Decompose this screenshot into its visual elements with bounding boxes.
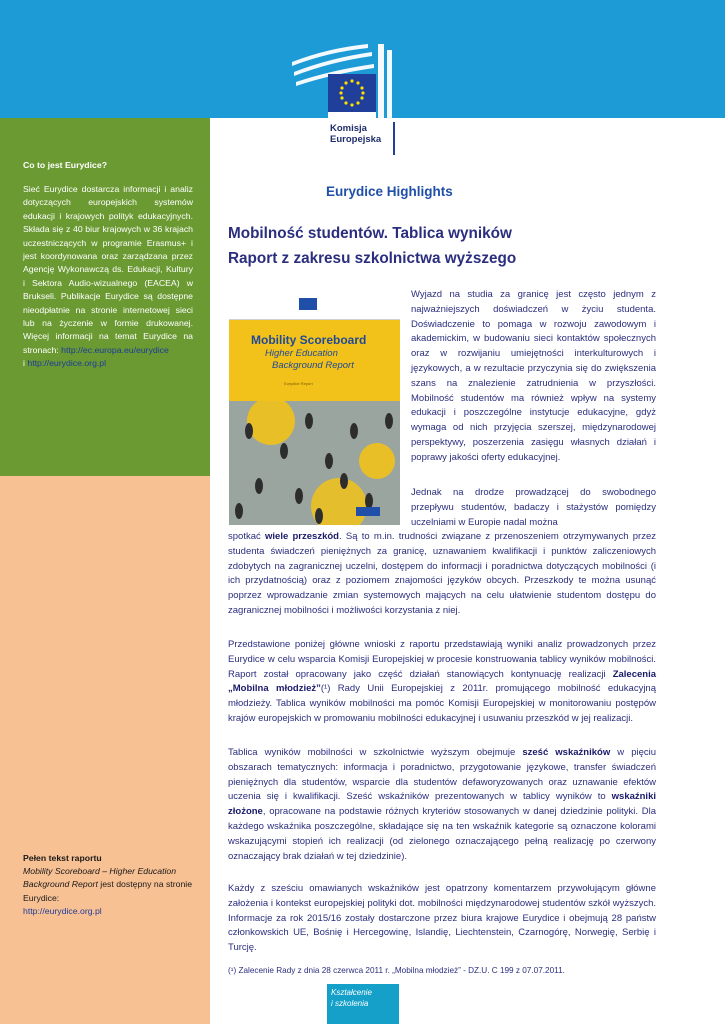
obstacles-paragraph-start: Jednak na drodze prowadzącej do swobodnego przepływu studentów, badaczy i stażystów pomiędzy uczelniami w Europie nadal można — [411, 487, 656, 528]
footnote: (¹) Zalecenie Rady z dnia 28 czerwca 2011 r. „Mobilna młodzież” - DZ.U. C 199 z 07.07.2011. — [228, 966, 565, 975]
logo-line1: Komisja — [330, 123, 367, 134]
p4-post: , opracowane na podstawie różnych kryteriów stosowanych w danej dziedzinie polityki. Dla każdego wskaźnika poszczególne, składające się na ten wskaźnik kategorie są oznaczone kolorami wskazującymi stopień ich realizacji (od zielonego oznaczającego pełną realizację po czerwony oznaczający brak działań w tej dziedzinie). — [228, 806, 656, 862]
cover-subtitle-1: Higher Education — [265, 348, 338, 359]
link-eurydice-pl[interactable]: http://eurydice.org.pl — [27, 358, 107, 369]
report-cover-image — [229, 287, 400, 525]
p2b-post: . Są to m.in. trudności związane z przenoszeniem otrzymywanych przez studenta świadczeń pieniężnych za granicę, uznawaniem kwalifikacji i punktów zaliczeniowych zdobytych na zagranicznej uczelni, dostępem do informacji i poradnictwa dotyczących mobilności (i ich przydatnością) oraz z poziomem znajomości języków obcych. Przeszkody te można usunąć poprzez wprowadzanie zmian systemowych mających na celu ułatwienie studentom dostępu do zagranicznej mobilności i możliwości korzystania z niej. — [228, 531, 657, 616]
p4-bold-2: wskaźniki złożone — [228, 791, 656, 818]
intro-paragraph: Wyjazd na studia za granicę jest często jednym z najważniejszych doświadczeń w życiu studenta. Doświadczenie to pomaga w rozwoju zawodowym i akademickim, w budowaniu sieci kontaktów społecznych oraz w rozwijaniu umiejętności interkulturowych i językowych, a w rezultacie przyczynia się do zwiększenia szans na znalezienie zatrudnienia w przyszłości. Mobilność studentów ma również wpływ na systemy edukacji i poszczególne instytucje edukacyjne, gdyż wymaga od nich przyjęcia szerszej, międzynarodowej perspektywy, poszerzenia zasięgu własnych działań i poprawy jakości oferty edukacyjnej. — [411, 289, 656, 463]
series-kicker: Eurydice Highlights — [326, 184, 453, 199]
coverage-paragraph: Każdy z sześciu omawianych wskaźników jest opatrzony komentarzem przywołującym główne założenia i kontekst europejskiej polityki dot. mobilności międzynarodowej studentów szkół wyższych. Informacje za rok 2015/16 zostały dostarczone przez biura krajowe Eurydice i obejmują 28 państw członkowskich UE, Bośnię i Hercegowinę, Islandię, Liechtenstein, Czarnogórę, Norwegię, Serbię i Turcję. — [228, 883, 656, 954]
p4-bold-1: sześć wskaźników — [522, 747, 611, 758]
p3-footnote-ref: (¹) — [320, 683, 331, 695]
full-report-availability: jest dostępny na stronie Eurydice: — [23, 879, 193, 903]
cover-series: Eurydice Report — [284, 381, 313, 386]
education-training-tag — [327, 984, 399, 1024]
edu-line-1: Kształcenie — [331, 988, 372, 997]
p2b-bold: wiele przeszkód — [265, 531, 339, 542]
cover-subtitle-2: Background Report — [272, 360, 354, 371]
page-title — [228, 221, 668, 271]
link-ec-eurydice[interactable]: http://ec.europa.eu/eurydice — [61, 344, 169, 355]
p3-bold: Zalecenia „Mobilna młodzież” — [228, 668, 657, 695]
cover-title: Mobility Scoreboard — [251, 333, 367, 347]
p3-pre: Przedstawione poniżej główne wnioski z raportu przedstawiają wyniki analiz prowadzonych przez Eurydice w celu wsparcia Komisji Europejskiej w procesie konstruowania tablicy wyników mobilności. Raport został opracowany jako część działań stanowiących kontynuację realizacji — [228, 639, 656, 680]
p2b-pre: spotkać — [228, 531, 261, 542]
title-line-2: Raport z zakresu szkolnictwa wyższego — [228, 250, 517, 267]
p4-pre: Tablica wyników mobilności w szkolnictwie wyższym obejmuje — [228, 747, 516, 758]
cover-eurydice-badge — [356, 507, 380, 516]
link-join: i — [23, 358, 25, 369]
findings-paragraph — [228, 638, 656, 727]
link-full-report[interactable]: http://eurydice.org.pl — [23, 905, 102, 916]
p4-mid: w pięciu obszarach tematycznych: informacja i poradnictwo, przygotowanie językowe, transfer świadczeń pieniężnych dla studentów, wsparcie dla studentów defaworyzowanych oraz uznawanie efektów uczenia się i kwalifikacji. Sześć wskaźników prezentowanych w tablicy wyników to — [228, 747, 657, 803]
full-report-heading: Pełen tekst raportu — [23, 853, 102, 863]
about-eurydice-heading: Co to jest Eurydice? — [23, 160, 107, 170]
logo-line2: Europejska — [330, 134, 382, 145]
full-report-title: Mobility Scoreboard – Higher Education Background Report — [23, 866, 177, 890]
p3-post: Rady Unii Europejskiej z 2011r. promującego mobilność edukacyjną młodzieży. Tablica wyników mobilności ma pomóc Komisji Europejskiej w monitorowaniu postępów krajów europejskich w promowaniu mobilności edukacyjnej i usuwaniu przeszkód w jej realizacji. — [228, 683, 656, 724]
about-eurydice-body: Sieć Eurydice dostarcza informacji i analiz dotyczących europejskich systemów edukacji i krajowych polityk edukacyjnych. Składa się z 40 biur krajowych w 36 krajach uczestniczących w programie Erasmus+ i jest koordynowana oraz zarządzana przez Agencję Wykonawczą ds. Edukacji, Kultury i Sektora Audio-wizualnego (EACEA) w Brukseli. Publikacje Eurydice są dostępne nieodpłatnie na stronie internetowej sieci lub na życzenie w formie drukowanej. Więcej informacji na temat Eurydice na stronach: — [23, 184, 193, 355]
obstacles-paragraph — [228, 530, 656, 619]
sidebar-fulltext-panel — [0, 476, 210, 1024]
about-eurydice-text — [23, 183, 193, 371]
edu-line-2: i szkolenia — [331, 999, 369, 1008]
full-report-info — [23, 852, 198, 918]
ec-logo-text — [330, 123, 381, 145]
title-line-1: Mobilność studentów. Tablica wyników — [228, 225, 512, 242]
indicators-paragraph — [228, 746, 656, 864]
cover-eu-flag-icon — [299, 298, 317, 310]
